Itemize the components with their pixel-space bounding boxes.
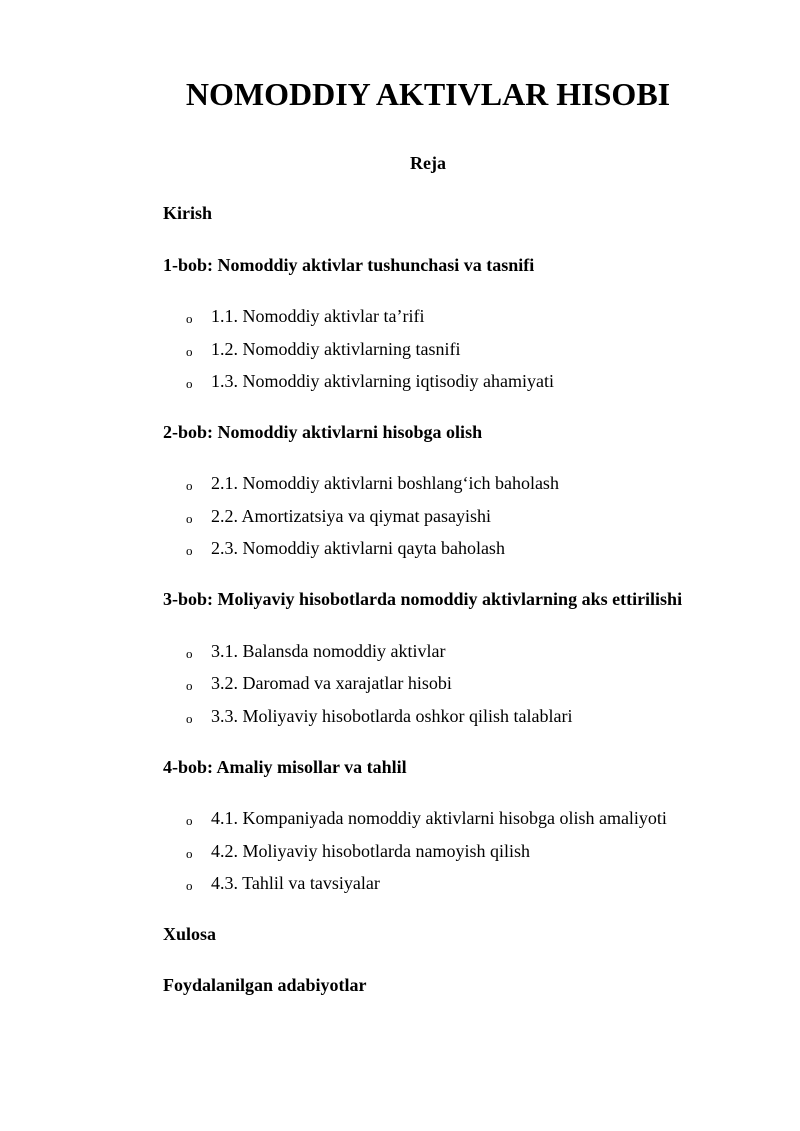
list-item	[186, 671, 452, 697]
conclusion-heading: Xulosa	[163, 924, 217, 944]
intro-heading: Kirish	[163, 203, 213, 223]
bullet-icon: o	[186, 813, 193, 828]
list-item-text: 1.1. Nomoddiy aktivlar ta’rifi	[211, 306, 425, 326]
plan-subtitle: Reja	[410, 153, 446, 173]
list-item	[186, 806, 667, 832]
references-heading: Foydalanilgan adabiyotlar	[163, 975, 367, 995]
bullet-icon: o	[186, 511, 193, 526]
document-title: NOMODDIY AKTIVLAR HISOBI	[185, 76, 671, 112]
list-item-text: 4.3. Tahlil va tavsiyalar	[211, 873, 380, 893]
bullet-icon: o	[186, 711, 193, 726]
chapter-3-heading: 3-bob: Moliyaviy hisobotlarda nomoddiy aktivlarning aks ettirilishi	[163, 589, 683, 609]
bullet-icon: o	[186, 646, 193, 661]
chapter-2-heading: 2-bob: Nomoddiy aktivlarni hisobga olish	[163, 422, 483, 442]
list-item	[186, 337, 460, 363]
bullet-icon: o	[186, 846, 193, 861]
list-item-text: 1.3. Nomoddiy aktivlarning iqtisodiy ahamiyati	[211, 371, 554, 391]
list-item	[186, 304, 424, 330]
list-item	[186, 536, 505, 562]
list-item-text: 2.3. Nomoddiy aktivlarni qayta baholash	[211, 538, 505, 558]
bullet-icon: o	[186, 344, 193, 359]
bullet-icon: o	[186, 376, 193, 391]
chapter-1-heading: 1-bob: Nomoddiy aktivlar tushunchasi va tasnifi	[163, 255, 535, 275]
bullet-icon: o	[186, 678, 193, 693]
list-item-text: 3.1. Balansda nomoddiy aktivlar	[211, 641, 446, 661]
list-item-text: 1.2. Nomoddiy aktivlarning tasnifi	[211, 339, 461, 359]
list-item-text: 4.1. Kompaniyada nomoddiy aktivlarni hisobga olish amaliyoti	[211, 808, 667, 828]
list-item	[186, 639, 445, 665]
chapter-4-heading: 4-bob: Amaliy misollar va tahlil	[163, 757, 407, 777]
bullet-icon: o	[186, 543, 193, 558]
list-item-text: 3.3. Moliyaviy hisobotlarda oshkor qilish talablari	[211, 706, 573, 726]
bullet-icon: o	[186, 311, 193, 326]
list-item-text: 4.2. Moliyaviy hisobotlarda namoyish qilish	[211, 841, 530, 861]
list-item	[186, 471, 559, 497]
list-item-text: 3.2. Daromad va xarajatlar hisobi	[211, 673, 452, 693]
list-item	[186, 704, 572, 730]
bullet-icon: o	[186, 878, 193, 893]
list-item	[186, 504, 491, 530]
bullet-icon: o	[186, 478, 193, 493]
list-item	[186, 871, 380, 897]
list-item	[186, 839, 530, 865]
list-item-text: 2.1. Nomoddiy aktivlarni boshlang‘ich baholash	[211, 473, 559, 493]
list-item-text: 2.2. Amortizatsiya va qiymat pasayishi	[211, 506, 491, 526]
list-item	[186, 369, 554, 395]
